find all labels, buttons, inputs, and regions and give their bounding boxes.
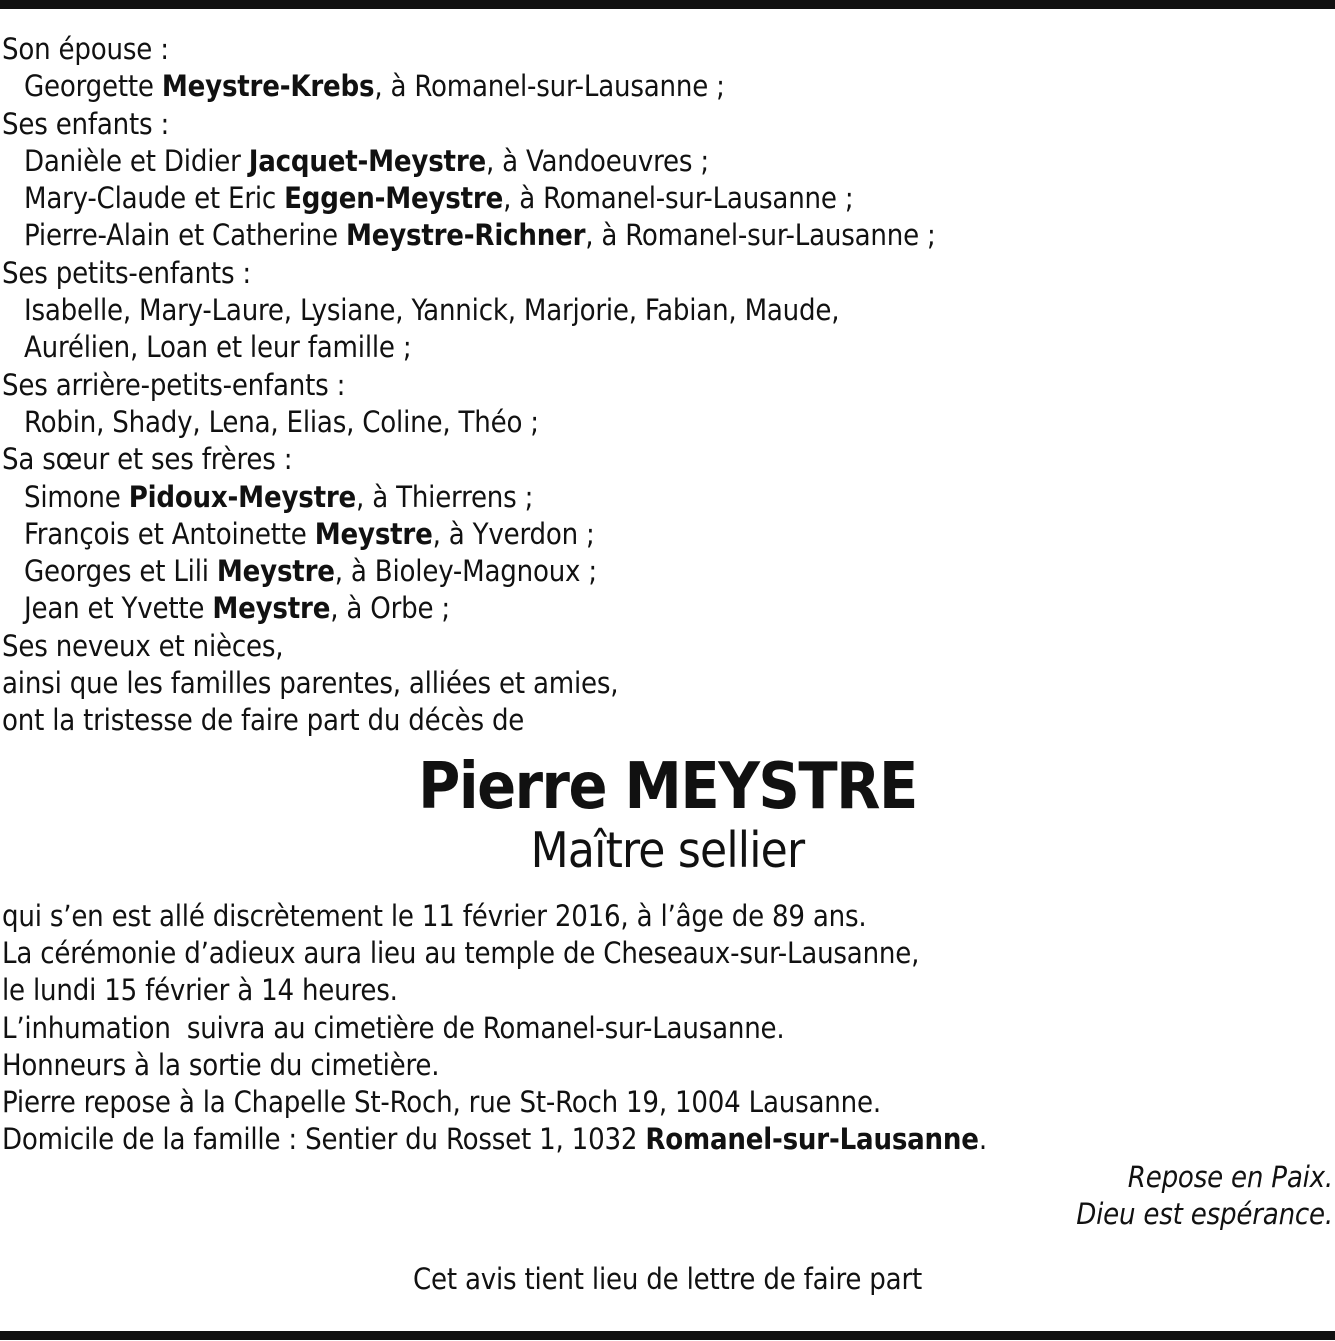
grandchildren-line-2: Aurélien, Loan et leur famille ;: [24, 330, 412, 365]
top-rule: [0, 0, 1335, 9]
sibling-line: François et Antoinette Meystre, à Yverdon ;: [24, 516, 595, 551]
siblings-heading: Sa sœur et ses frères :: [2, 442, 293, 477]
detail-line-1: qui s’en est allé discrètement le 11 février 2016, à l’âge de 89 ans.: [2, 898, 867, 933]
families-line: ainsi que les familles parentes, alliées et amies,: [2, 666, 619, 701]
spouse-line: Georgette Meystre-Krebs, à Romanel-sur-Lausanne ;: [24, 69, 725, 104]
rip-line: Repose en Paix.: [1127, 1159, 1333, 1194]
detail-line-2: La cérémonie d’adieux aura lieu au temple de Cheseaux-sur-Lausanne,: [2, 935, 920, 970]
child-line: Pierre-Alain et Catherine Meystre-Richner, à Romanel-sur-Lausanne ;: [24, 218, 936, 253]
detail-line-4: L’inhumation suivra au cimetière de Romanel-sur-Lausanne.: [2, 1010, 785, 1045]
sibling-line: Simone Pidoux-Meystre, à Thierrens ;: [24, 479, 534, 514]
child-line: Mary-Claude et Eric Eggen-Meystre, à Romanel-sur-Lausanne ;: [24, 181, 854, 216]
spacer: [2, 1233, 1333, 1261]
detail-line-5: Honneurs à la sortie du cimetière.: [2, 1047, 440, 1082]
detail-line-6: Pierre repose à la Chapelle St-Roch, rue St-Roch 19, 1004 Lausanne.: [2, 1085, 881, 1120]
sadness-line: ont la tristesse de faire part du décès de: [2, 703, 525, 738]
deceased-profession: Maître sellier: [530, 821, 805, 879]
sibling-line: Jean et Yvette Meystre, à Orbe ;: [24, 591, 450, 626]
great-grandchildren-heading: Ses arrière-petits-enfants :: [2, 367, 346, 402]
grandchildren-line-1: Isabelle, Mary-Laure, Lysiane, Yannick, Marjorie, Fabian, Maude,: [24, 293, 840, 328]
nephews-line: Ses neveux et nièces,: [2, 628, 284, 663]
sibling-line: Georges et Lili Meystre, à Bioley-Magnoux ;: [24, 554, 597, 589]
detail-line-7: Domicile de la famille : Sentier du Rosset 1, 1032 Romanel-sur-Lausanne.: [2, 1122, 987, 1157]
bottom-rule: [0, 1331, 1335, 1340]
great-grandchildren-line: Robin, Shady, Lena, Elias, Coline, Théo ;: [24, 404, 539, 439]
obituary-notice: [2, 31, 1333, 1299]
spouse-heading: Son épouse :: [2, 32, 169, 66]
notice-line: Cet avis tient lieu de lettre de faire part: [412, 1262, 923, 1297]
detail-line-3: le lundi 15 février à 14 heures.: [2, 973, 398, 1008]
children-heading: Ses enfants :: [2, 106, 170, 141]
grandchildren-heading: Ses petits-enfants :: [2, 255, 252, 290]
deceased-name: Pierre MEYSTRE: [418, 749, 917, 824]
hope-line: Dieu est espérance.: [1076, 1197, 1333, 1232]
child-line: Danièle et Didier Jacquet-Meystre, à Vandoeuvres ;: [24, 143, 709, 178]
